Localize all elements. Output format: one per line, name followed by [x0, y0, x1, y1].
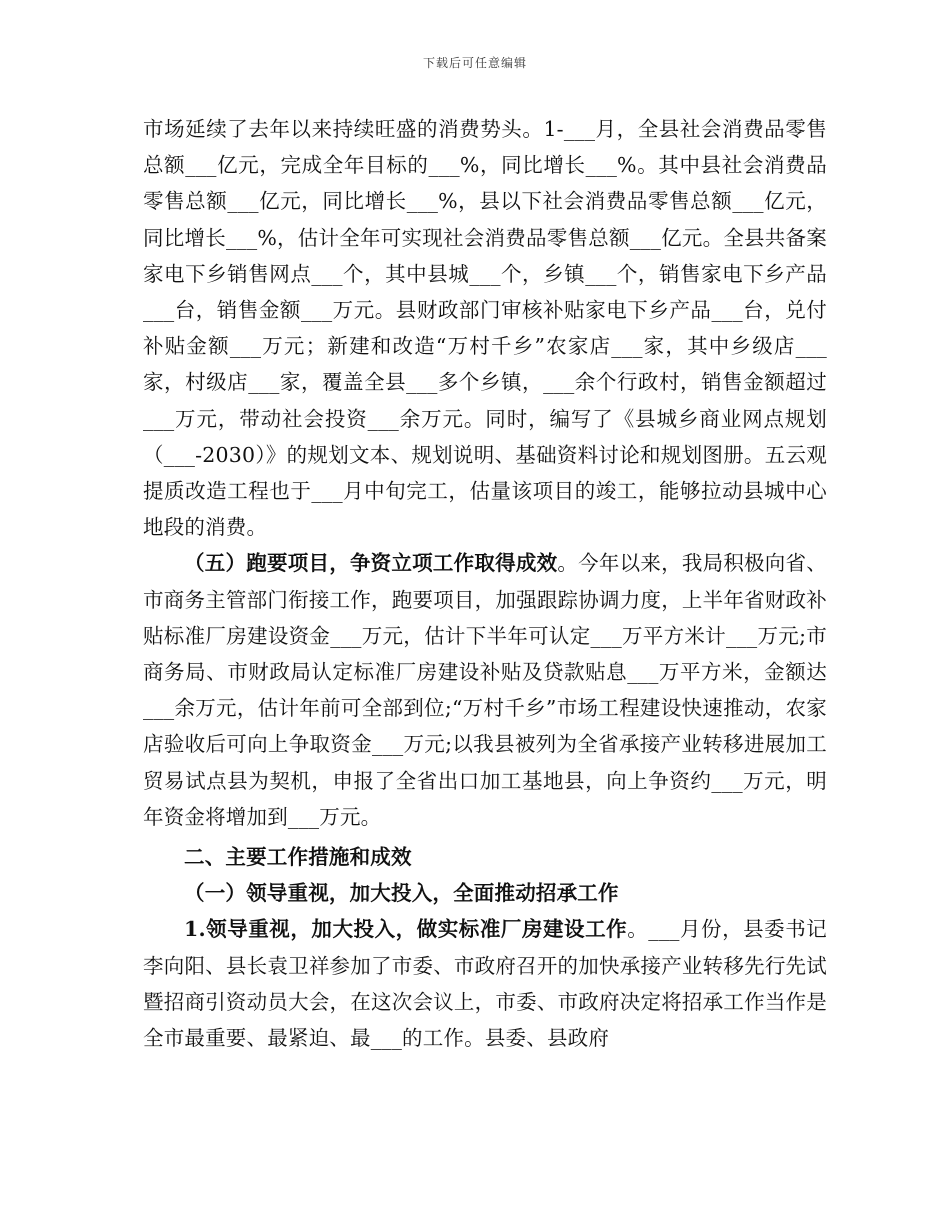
- paragraph-text: 。今年以来，我局积极向省、市商务主管部门衔接工作，跑要项目，加强跟踪协调力度，上半年省财政补贴标准厂房建设资金___万元，估计下半年可认定___万平方米计___万元;市商务局、市财政局认定标准厂房建设补贴及贷款贴息___万平方米，金额达___余万元，估计年前可全部到位;“万村千乡”市场工程建设快速推动，农家店验收后可向上争取资金___万元;以我县被列为全省承接产业转移进展加工贸易试点县为契机，申报了全省出口加工基地县，向上争资约___万元，明年资金将增加到___万元。: [143, 551, 827, 829]
- paragraph-leadership: [143, 911, 827, 1056]
- page-header: 下载后可任意编辑: [422, 56, 527, 70]
- paragraph-project-funding: [143, 545, 827, 835]
- subsection-heading: （一）领导重视，加大投入，全面推动招承工作: [184, 881, 619, 906]
- section-heading: 二、主要工作措施和成效: [184, 845, 412, 870]
- paragraph-text: 。___月份，县委书记李向阳、县长袁卫祥参加了市委、市政府召开的加快承接产业转移先行先试暨招商引资动员大会，在这次会议上，市委、市政府决定将招承工作当作是全市最重要、最紧迫、最___的工作。县委、县政府: [143, 917, 827, 1051]
- paragraph-consumer-market: 市场延续了去年以来持续旺盛的消费势头。1-___月，全县社会消费品零售总额___亿元，完成全年目标的___%，同比增长___%。其中县社会消费品零售总额___亿元，同比增长___%，县以下社会消费品零售总额___亿元，同比增长___%，估计全年可实现社会消费品零售总额___亿元。全县共备案家电下乡销售网点___个，其中县城___个，乡镇___个，销售家电下乡产品___台，销售金额___万元。县财政部门审核补贴家电下乡产品___台，兑付补贴金额___万元；新建和改造“万村千乡”农家店___家，其中乡级店___家，村级店___家，覆盖全县___多个乡镇，___余个行政村，销售金额超过___万元，带动社会投资___余万元。同时，编写了《县城乡商业网点规划（___-2030）》的规划文本、规划说明、基础资料讨论和规划图册。五云观提质改造工程也于___月中旬完工，估量该项目的竣工，能够拉动县城中心地段的消费。: [143, 117, 827, 540]
- paragraph-lead-heading: 1.领导重视，加大投入，做实标准厂房建设工作: [184, 917, 628, 942]
- paragraph-lead-heading: （五）跑要项目，争资立项工作取得成效: [184, 551, 558, 576]
- document-body: [143, 111, 827, 1056]
